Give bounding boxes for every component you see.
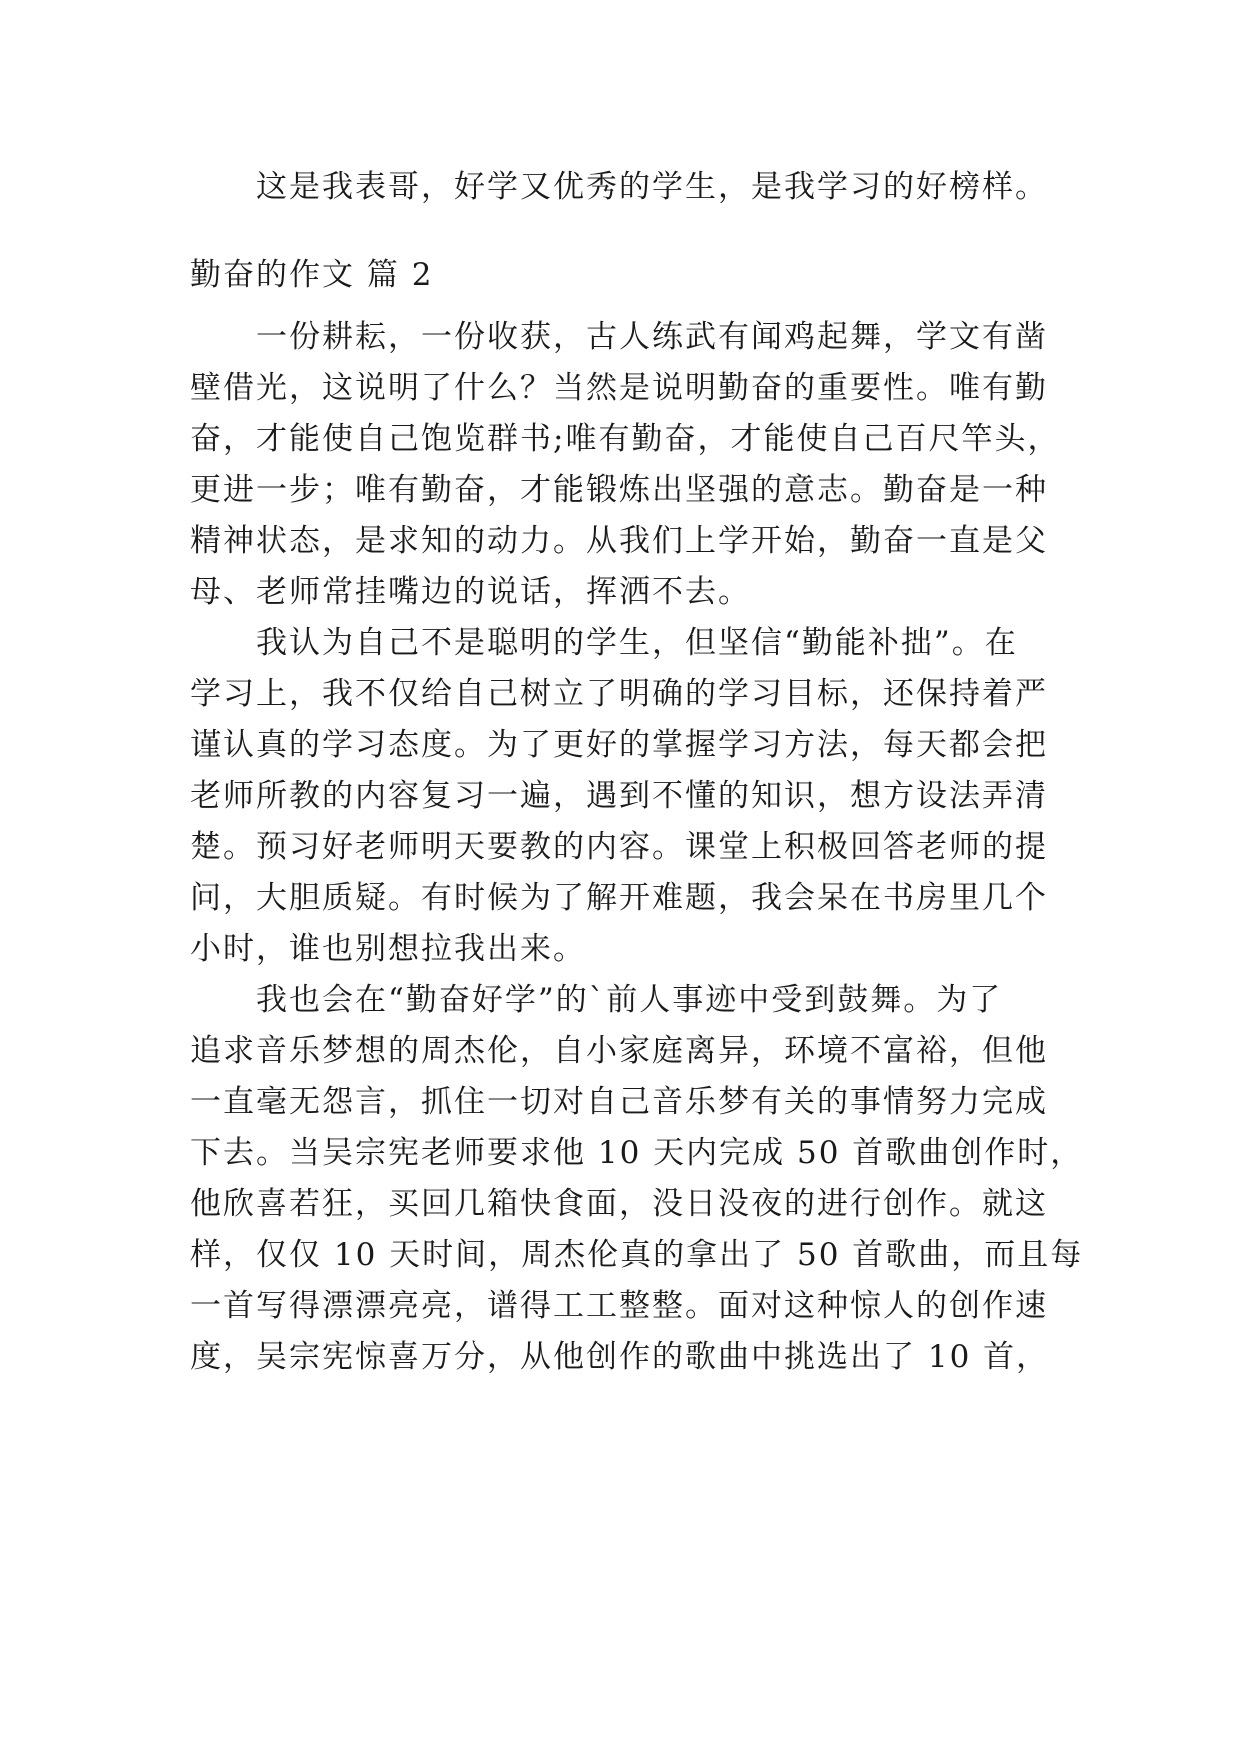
- paragraph-2: [190, 618, 1050, 975]
- paragraph-line: 谨认真的学习态度。为了更好的掌握学习方法，每天都会把: [190, 727, 1048, 763]
- paragraph-line: 度，吴宗宪惊喜万分，从他创作的歌曲中挑选出了 10 首，: [190, 1339, 1050, 1375]
- paragraph-line: 追求音乐梦想的周杰伦，自小家庭离异，环境不富裕，但他: [190, 1033, 1048, 1069]
- intro-paragraph: [190, 162, 1050, 213]
- paragraph-line: 母、老师常挂嘴边的说话，挥洒不去。: [190, 574, 751, 610]
- paragraph-line: 壁借光，这说明了什么？当然是说明勤奋的重要性。唯有勤: [190, 370, 1048, 406]
- paragraph-1: [190, 312, 1061, 618]
- paragraph-line: 一直毫无怨言，抓住一切对自己音乐梦有关的事情努力完成: [190, 1084, 1048, 1120]
- paragraph-line: 一份耕耘，一份收获，古人练武有闻鸡起舞，学文有凿: [256, 319, 1048, 355]
- essay-body: [190, 312, 1084, 1383]
- paragraph-line: 一首写得漂漂亮亮，谱得工工整整。面对这种惊人的创作速: [190, 1288, 1048, 1324]
- paragraph-line: 问，大胆质疑。有时候为了解开难题，我会呆在书房里几个: [190, 880, 1048, 916]
- paragraph-line: 样，仅仅 10 天时间，周杰伦真的拿出了 50 首歌曲，而且每: [190, 1237, 1084, 1273]
- section-heading: [190, 250, 1050, 301]
- intro-line: 这是我表哥，好学又优秀的学生，是我学习的好榜样。: [256, 169, 1048, 205]
- paragraph-line: 楚。预习好老师明天要教的内容。课堂上积极回答老师的提: [190, 829, 1048, 865]
- paragraph-line: 精神状态，是求知的动力。从我们上学开始，勤奋一直是父: [190, 523, 1048, 559]
- paragraph-line: 奋，才能使自己饱览群书;唯有勤奋，才能使自己百尺竿头，: [190, 421, 1061, 457]
- paragraph-line: 更进一步；唯有勤奋，才能锻炼出坚强的意志。勤奋是一种: [190, 472, 1048, 508]
- paragraph-line: 老师所教的内容复习一遍，遇到不懂的知识，想方设法弄清: [190, 778, 1048, 814]
- section-heading-text: 勤奋的作文 篇 2: [190, 257, 434, 293]
- paragraph-line: 我也会在“勤奋好学”的`前人事迹中受到鼓舞。为了: [256, 982, 1003, 1018]
- paragraph-line: 下去。当吴宗宪老师要求他 10 天内完成 50 首歌曲创作时，: [190, 1135, 1084, 1171]
- paragraph-3: [190, 975, 1084, 1383]
- paragraph-line: 我认为自己不是聪明的学生，但坚信“勤能补拙”。在: [256, 625, 1018, 661]
- paragraph-line: 小时，谁也别想拉我出来。: [190, 931, 586, 967]
- paragraph-line: 他欣喜若狂，买回几箱快食面，没日没夜的进行创作。就这: [190, 1186, 1048, 1222]
- paragraph-line: 学习上，我不仅给自己树立了明确的学习目标，还保持着严: [190, 676, 1048, 712]
